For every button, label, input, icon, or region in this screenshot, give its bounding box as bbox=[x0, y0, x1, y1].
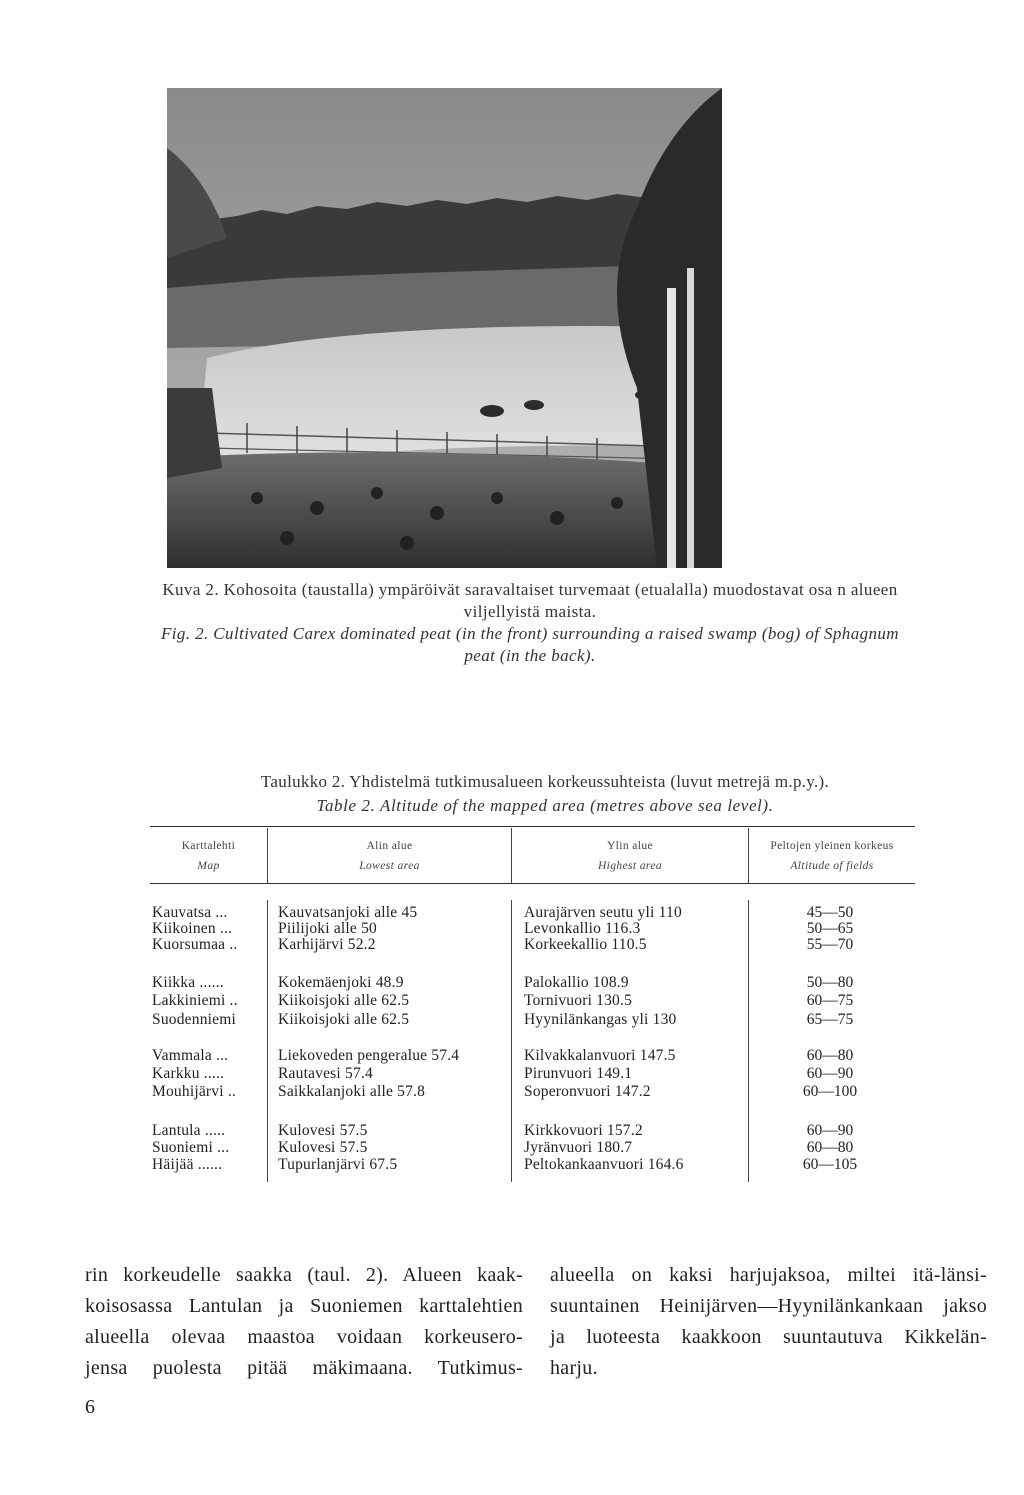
header-fields bbox=[749, 836, 915, 876]
cell-fields: 60—90 bbox=[806, 1065, 854, 1082]
cell-map: Häijää ...... bbox=[152, 1156, 223, 1173]
cell-fields: 60—80 bbox=[806, 1139, 854, 1156]
cell-fields: 50—80 bbox=[806, 974, 854, 991]
cell-highest: Jyränvuori 180.7 bbox=[524, 1139, 633, 1156]
body-line: ja luoteesta kaakkoon suuntautuva Kikkelän- bbox=[550, 1326, 987, 1348]
table-divider bbox=[267, 900, 268, 1182]
cell-map: Kiikka ...... bbox=[152, 974, 224, 991]
cell-lowest: Piilijoki alle 50 bbox=[278, 920, 377, 937]
body-line: jensa puolesta pitää mäkimaana. Tutkimus- bbox=[85, 1357, 523, 1379]
cell-map: Kauvatsa ... bbox=[152, 904, 228, 921]
body-line: suuntainen Heinijärven—Hyynilänkankaan jakso bbox=[550, 1295, 987, 1317]
cell-map: Karkku ..... bbox=[152, 1065, 225, 1082]
photo-illustration bbox=[167, 88, 722, 568]
table-caption-fi: Taulukko 2. Yhdistelmä tutkimusalueen korkeussuhteista (luvut metrejä m.p.y.). bbox=[260, 772, 830, 791]
cell-lowest: Tupurlanjärvi 67.5 bbox=[278, 1156, 398, 1173]
cell-map: Mouhijärvi .. bbox=[152, 1083, 236, 1100]
header-highest-en: Highest area bbox=[597, 860, 663, 872]
cell-highest: Kilvakkalanvuori 147.5 bbox=[524, 1047, 676, 1064]
cell-fields: 60—105 bbox=[802, 1156, 858, 1173]
table-divider bbox=[511, 900, 512, 1182]
header-map-fi: Karttalehti bbox=[181, 840, 236, 852]
cell-map: Suodenniemi bbox=[152, 1011, 236, 1028]
body-line: harju. bbox=[550, 1357, 598, 1379]
cell-map: Vammala ... bbox=[152, 1047, 229, 1064]
cell-map: Lakkiniemi .. bbox=[152, 992, 238, 1009]
cell-fields: 60—90 bbox=[806, 1122, 854, 1139]
header-lowest-en: Lowest area bbox=[359, 860, 420, 872]
cell-lowest: Saikkalanjoki alle 57.8 bbox=[278, 1083, 426, 1100]
figure-caption-en: Fig. 2. Cultivated Carex dominated peat (in the front) surrounding a raised swamp (bog) of Sphagnum peat (in the back). bbox=[161, 624, 899, 665]
cell-lowest: Karhijärvi 52.2 bbox=[278, 936, 376, 953]
cell-lowest: Kauvatsanjoki alle 45 bbox=[278, 904, 418, 921]
cell-map: Kiikoinen ... bbox=[152, 920, 233, 937]
cell-highest: Kirkkovuori 157.2 bbox=[524, 1122, 643, 1139]
cell-fields: 65—75 bbox=[806, 1011, 854, 1028]
cell-fields: 50—65 bbox=[806, 920, 854, 937]
cell-highest: Korkeekallio 110.5 bbox=[524, 936, 647, 953]
figure-caption-fi: Kuva 2. Kohosoita (taustalla) ympäröivät saravaltaiset turvemaat (etualalla) muodostavat osa n alueen viljellyistä maista. bbox=[162, 580, 898, 621]
cell-lowest: Rautavesi 57.4 bbox=[278, 1065, 373, 1082]
header-fields-en: Altitude of fields bbox=[790, 860, 874, 872]
cell-lowest: Kokemäenjoki 48.9 bbox=[278, 974, 404, 991]
body-line: alueella on kaksi harjujaksoa, miltei itä-länsi- bbox=[550, 1264, 987, 1286]
cell-highest: Levonkallio 116.3 bbox=[524, 920, 641, 937]
cell-fields: 60—75 bbox=[806, 992, 854, 1009]
cell-lowest: Kulovesi 57.5 bbox=[278, 1139, 368, 1156]
table-header-rule bbox=[150, 883, 915, 884]
landscape-photo bbox=[167, 88, 722, 568]
cell-highest: Aurajärven seutu yli 110 bbox=[524, 904, 682, 921]
table-divider bbox=[748, 900, 749, 1182]
header-highest-fi: Ylin alue bbox=[606, 840, 654, 852]
cell-lowest: Kiikoisjoki alle 62.5 bbox=[278, 992, 410, 1009]
body-column-right bbox=[550, 1260, 987, 1384]
cell-fields: 60—80 bbox=[806, 1047, 854, 1064]
cell-map: Kuorsumaa .. bbox=[152, 936, 238, 953]
cell-map: Suoniemi ... bbox=[152, 1139, 230, 1156]
body-line: alueella olevaa maastoa voidaan korkeusero- bbox=[85, 1326, 523, 1348]
cell-highest: Soperonvuori 147.2 bbox=[524, 1083, 651, 1100]
header-lowest-fi: Alin alue bbox=[366, 840, 413, 852]
cell-highest: Hyynilänkangas yli 130 bbox=[524, 1011, 677, 1028]
cell-highest: Tornivuori 130.5 bbox=[524, 992, 633, 1009]
table-caption-en: Table 2. Altitude of the mapped area (metres above sea level). bbox=[316, 796, 774, 815]
cell-fields: 45—50 bbox=[806, 904, 854, 921]
cell-lowest: Kulovesi 57.5 bbox=[278, 1122, 368, 1139]
cell-fields: 55—70 bbox=[806, 936, 854, 953]
cell-map: Lantula ..... bbox=[152, 1122, 226, 1139]
header-highest bbox=[512, 836, 748, 876]
body-column-left bbox=[85, 1260, 523, 1384]
page-number: 6 bbox=[85, 1396, 95, 1418]
header-lowest bbox=[268, 836, 511, 876]
body-line: koisosassa Lantulan ja Suoniemen karttalehtien bbox=[85, 1295, 523, 1317]
table-top-rule bbox=[150, 826, 915, 827]
cell-lowest: Liekoveden pengeralue 57.4 bbox=[278, 1047, 460, 1064]
cell-fields: 60—100 bbox=[802, 1083, 858, 1100]
header-map-en: Map bbox=[197, 860, 220, 872]
cell-lowest: Kiikoisjoki alle 62.5 bbox=[278, 1011, 410, 1028]
cell-highest: Palokallio 108.9 bbox=[524, 974, 629, 991]
cell-highest: Pirunvuori 149.1 bbox=[524, 1065, 633, 1082]
cell-highest: Peltokankaanvuori 164.6 bbox=[524, 1156, 684, 1173]
body-line: rin korkeudelle saakka (taul. 2). Alueen kaak- bbox=[85, 1264, 523, 1286]
header-map bbox=[150, 836, 267, 876]
header-fields-fi: Peltojen yleinen korkeus bbox=[770, 840, 894, 852]
